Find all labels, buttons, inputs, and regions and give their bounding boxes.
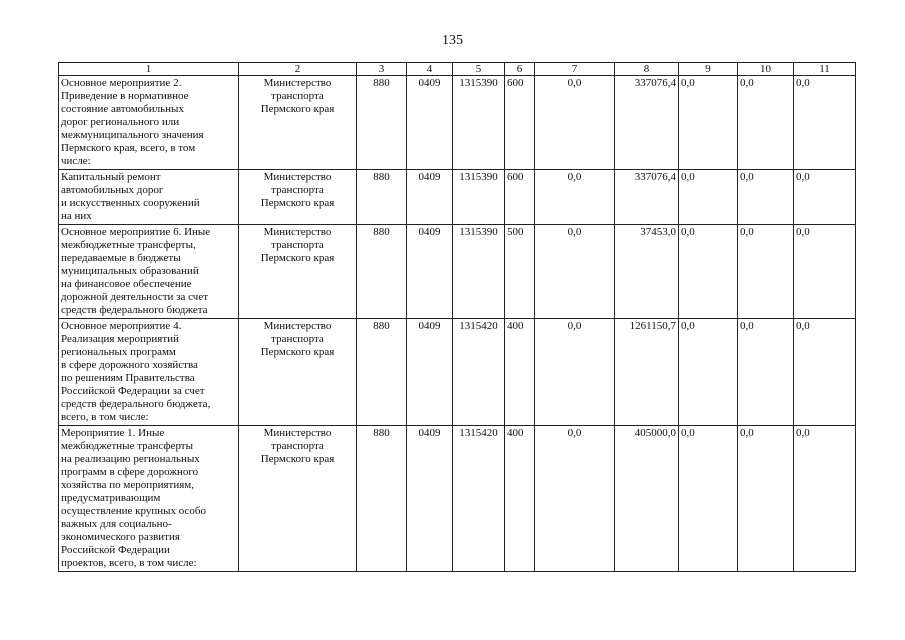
cell-col7: 0,0 [535, 426, 615, 572]
cell-col9: 0,0 [679, 426, 738, 572]
cell-col4: 0409 [407, 76, 453, 170]
cell-item-name: Основное мероприятие 6. Иные межбюджетные трансферты, передаваемые в бюджеты муниципальных образований на финансовое обеспечение дорожной деятельности за счет средств федерального бюджета [59, 225, 239, 319]
cell-col4: 0409 [407, 426, 453, 572]
page-number: 135 [442, 33, 463, 48]
budget-table [58, 62, 856, 572]
header-row [59, 63, 856, 76]
cell-item-name: Основное мероприятие 4. Реализация мероприятий региональных программ в сфере дорожного хозяйства по решениям Правительства Российской Федерации за счет средств федерального бюджета, всего, в том числе: [59, 319, 239, 426]
cell-item-name: Капитальный ремонт автомобильных дорог и искусственных сооружений на них [59, 170, 239, 225]
column-header: 5 [453, 63, 505, 76]
column-header: 9 [679, 63, 738, 76]
cell-col11: 0,0 [794, 225, 856, 319]
cell-col6: 500 [505, 225, 535, 319]
cell-col10: 0,0 [738, 426, 794, 572]
cell-col3: 880 [357, 225, 407, 319]
cell-col8: 405000,0 [615, 426, 679, 572]
cell-ministry: Министерство транспорта Пермского края [239, 170, 357, 225]
table-row [59, 76, 856, 170]
table-row [59, 426, 856, 572]
cell-col8: 1261150,7 [615, 319, 679, 426]
cell-col9: 0,0 [679, 76, 738, 170]
cell-col6: 600 [505, 170, 535, 225]
cell-col6: 400 [505, 319, 535, 426]
table-row [59, 225, 856, 319]
cell-col8: 337076,4 [615, 76, 679, 170]
column-header: 7 [535, 63, 615, 76]
cell-col6: 400 [505, 426, 535, 572]
column-header: 1 [59, 63, 239, 76]
cell-col11: 0,0 [794, 426, 856, 572]
cell-ministry: Министерство транспорта Пермского края [239, 319, 357, 426]
cell-col7: 0,0 [535, 76, 615, 170]
column-header: 10 [738, 63, 794, 76]
cell-col7: 0,0 [535, 319, 615, 426]
cell-col9: 0,0 [679, 319, 738, 426]
cell-col3: 880 [357, 319, 407, 426]
cell-col11: 0,0 [794, 319, 856, 426]
column-header: 8 [615, 63, 679, 76]
cell-col7: 0,0 [535, 225, 615, 319]
cell-col10: 0,0 [738, 170, 794, 225]
cell-col3: 880 [357, 426, 407, 572]
table-body [59, 76, 856, 572]
column-header: 4 [407, 63, 453, 76]
cell-col10: 0,0 [738, 225, 794, 319]
cell-col5: 1315420 [453, 426, 505, 572]
cell-col5: 1315390 [453, 76, 505, 170]
cell-col6: 600 [505, 76, 535, 170]
cell-item-name: Мероприятие 1. Иные межбюджетные трансферты на реализацию региональных программ в сфере дорожного хозяйства по мероприятиям, предусматривающим осуществление крупных особо важных для социально- экономического развития Российской Федерации проектов, всего, в том числе: [59, 426, 239, 572]
cell-col9: 0,0 [679, 225, 738, 319]
cell-ministry: Министерство транспорта Пермского края [239, 426, 357, 572]
cell-col10: 0,0 [738, 76, 794, 170]
table-row [59, 319, 856, 426]
cell-col9: 0,0 [679, 170, 738, 225]
column-header: 6 [505, 63, 535, 76]
cell-col7: 0,0 [535, 170, 615, 225]
column-header: 2 [239, 63, 357, 76]
cell-col8: 337076,4 [615, 170, 679, 225]
cell-col5: 1315390 [453, 225, 505, 319]
cell-col4: 0409 [407, 319, 453, 426]
cell-ministry: Министерство транспорта Пермского края [239, 76, 357, 170]
cell-col4: 0409 [407, 225, 453, 319]
column-header: 11 [794, 63, 856, 76]
cell-col5: 1315390 [453, 170, 505, 225]
cell-ministry: Министерство транспорта Пермского края [239, 225, 357, 319]
cell-col3: 880 [357, 76, 407, 170]
cell-col4: 0409 [407, 170, 453, 225]
cell-col11: 0,0 [794, 170, 856, 225]
cell-col10: 0,0 [738, 319, 794, 426]
cell-col8: 37453,0 [615, 225, 679, 319]
cell-col11: 0,0 [794, 76, 856, 170]
cell-col5: 1315420 [453, 319, 505, 426]
cell-col3: 880 [357, 170, 407, 225]
column-header: 3 [357, 63, 407, 76]
table-row [59, 170, 856, 225]
cell-item-name: Основное мероприятие 2. Приведение в нормативное состояние автомобильных дорог регионального или межмуниципального значения Пермского края, всего, в том числе: [59, 76, 239, 170]
